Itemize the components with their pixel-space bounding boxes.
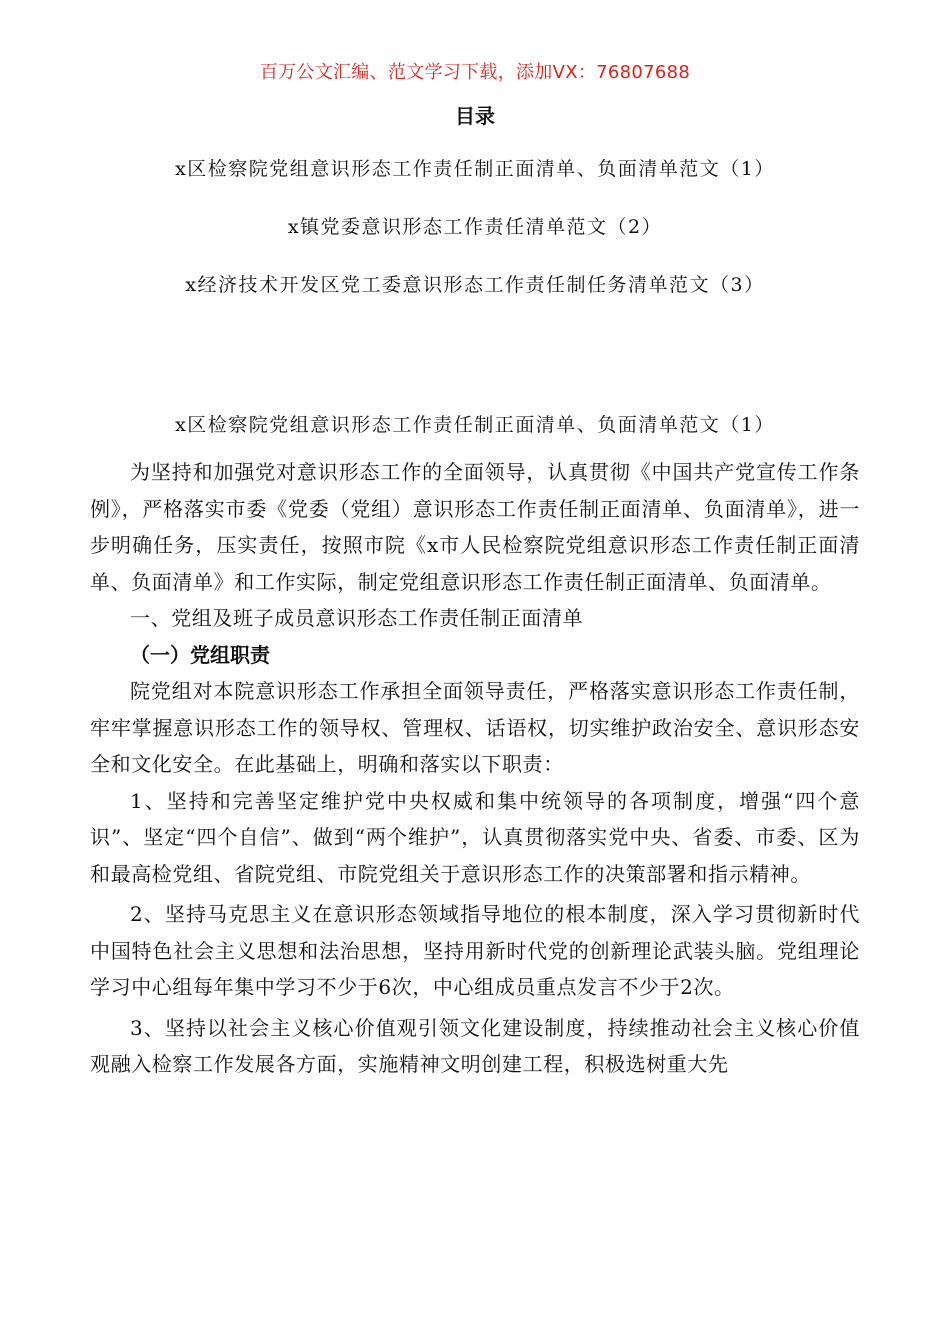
section-heading: 一、党组及班子成员意识形态工作责任制正面清单 [130, 606, 584, 630]
toc-item[interactable]: x区检察院党组意识形态工作责任制正面清单、负面清单范文（1） [175, 158, 775, 180]
toc-item[interactable]: x镇党委意识形态工作责任清单范文（2） [287, 216, 663, 238]
subsection-heading: （一）党组职责 [130, 642, 270, 667]
watermark-banner: 百万公文汇编、范文学习下载，添加VX：76807688 [259, 62, 691, 83]
toc-item[interactable]: x经济技术开发区党工委意识形态工作责任制任务清单范文（3） [185, 274, 765, 296]
article-title: x区检察院党组意识形态工作责任制正面清单、负面清单范文（1） [175, 414, 775, 436]
intro-paragraph: 为坚持和加强党对意识形态工作的全面领导，认真贯彻《中国共产党宣传工作条例》，严格落实市委《党委（党组）意识形态工作责任制正面清单、负面清单》，进一步明确任务，压实责任，按照市院《x市人民检察院党组意识形态工作责任制正面清单、负面清单》和工作实际，制定党组意识形态工作责任制正面清单、负面清单。 [90, 460, 860, 594]
toc-title: 目录 [455, 104, 495, 128]
duty-item-1: 1、坚持和完善坚定维护党中央权威和集中统领导的各项制度，增强“四个意识”、坚定“四个自信”、做到“两个维护”，认真贯彻落实党中央、省委、市委、区为和最高检党组、省院党组、市院党组关于意识形态工作的决策部署和指示精神。 [90, 788, 860, 886]
toc-list [0, 154, 950, 328]
duty-item-3: 3、坚持以社会主义核心价值观引领文化建设制度，持续推动社会主义核心价值观融入检察工作发展各方面，实施精神文明创建工程，积极选树重大先 [90, 1015, 860, 1076]
duty-item-2: 2、坚持马克思主义在意识形态领域指导地位的根本制度，深入学习贯彻新时代中国特色社会主义思想和法治思想，坚持用新时代党的创新理论武装头脑。党组理论学习中心组每年集中学习不少于6次，中心组成员重点发言不少于2次。 [90, 902, 860, 999]
article-body [90, 410, 860, 1083]
duty-intro-paragraph: 院党组对本院意识形态工作承担全面领导责任，严格落实意识形态工作责任制，牢牢掌握意识形态工作的领导权、管理权、话语权，切实维护政治安全、意识形态安全和文化安全。在此基础上，明确和落实以下职责： [90, 679, 860, 776]
